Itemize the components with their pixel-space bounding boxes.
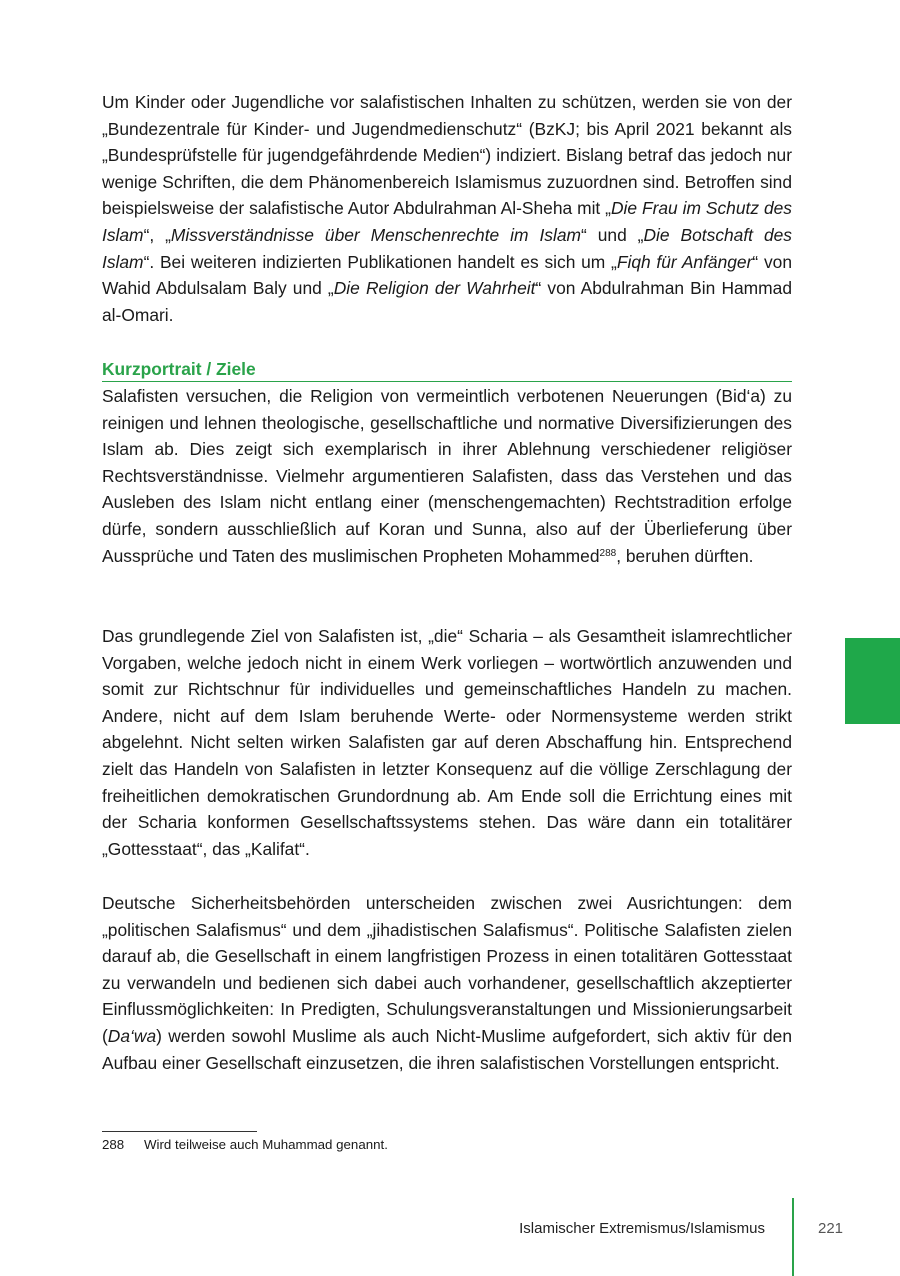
book-title: Die Botschaft des Islam bbox=[102, 224, 792, 272]
chapter-tab-marker bbox=[845, 638, 900, 724]
term-dawa: Da‘wa bbox=[107, 1025, 157, 1046]
paragraph-goals: Das grundlegende Ziel von Salafisten ist, „die“ Scharia – als Gesamtheit islamrechtlicher Vorgaben, welche jedoch nicht in einem Werk vorliegen – wortwörtlich anzuwenden und somit zur Richtschnur für individuelles und gemeinschaftliches Handeln zu machen. Andere, nicht auf dem Islam beruhende Werte- oder Normensysteme werden strikt abgelehnt. Nicht selten wirken Salafisten gar auf deren Abschaffung hin. Entsprechend zielt das Handeln von Salafisten in letzter Konsequenz auf die völlige Zerschlagung der freiheitlichen demokratischen Grundordnung ab. Am Ende soll die Errichtung eines mit der Scharia konformen Gesellschaftssystems stehen. Das wäre dann ein totalitärer „Gottesstaat“, das „Kalifat“. bbox=[102, 626, 792, 859]
book-title: Die Frau im Schutz des Islam bbox=[102, 198, 792, 245]
section-heading: Kurzportrait / Ziele bbox=[102, 357, 792, 382]
book-title: Fiqh für Anfänger bbox=[616, 251, 753, 272]
page-number: 221 bbox=[818, 1220, 844, 1237]
paragraph-indexing: Um Kinder oder Jugendliche vor salafistischen Inhalten zu schützen, werden sie von der „Bundezentrale für Kinder- und Jugendmedienschutz“ (BzKJ; bis April 2021 bekannt als „Bundesprüfstelle für jugendgefährdende Medien“) indiziert. Bislang betraf das jedoch nur wenige Schriften, die dem Phänomenbereich Islamismus zuzuordnen sind. Betroffen sind beispielsweise der salafistische Autor Abdulrahman Al-Sheha mit „Die Frau im Schutz des Islam“, „Missverständnisse über Menschenrechte im Islam“ und „Die Botschaft des Islam“. Bei weiteren indizierten Publikationen handelt es sich um „Fiqh für Anfänger“ von Wahid Abdulsalam Baly und „Die Religion der Wahrheit“ von Abdulrahman Bin Hammad al-Omari. bbox=[102, 92, 792, 325]
footnote-number: 288 bbox=[102, 1137, 125, 1152]
running-title: Islamischer Extremismus/Islamismus bbox=[519, 1220, 765, 1237]
book-title: Die Religion der Wahrheit bbox=[333, 278, 536, 299]
book-title: Missverständnisse über Menschenrechte im Islam bbox=[170, 224, 581, 245]
footnote-divider bbox=[102, 1131, 257, 1132]
footnote-text: Wird teilweise auch Muhammad genannt. bbox=[144, 1137, 388, 1152]
footer-divider bbox=[792, 1198, 794, 1276]
footnote bbox=[102, 1137, 388, 1152]
footnote-reference: 288 bbox=[599, 547, 617, 559]
paragraph-portrait: Salafisten versuchen, die Religion von vermeintlich verbotenen Neuerungen (Bid‘a) zu reinigen und lehnen theologische, gesellschaftliche und normative Diversifizierungen des Islam ab. Dies zeigt sich exemplarisch in ihrer Ablehnung verschiedener religiöser Rechtsverständnisse. Vielmehr argumentieren Salafisten, dass das Verstehen und das Ausleben des Islam nicht entlang einer (menschengemachten) Rechtstradition erfolge dürfe, sondern ausschließlich auf Koran und Sunna, also auf der Überlieferung über Aussprüche und Taten des muslimischen Propheten Mohammed$^{288}$, beruhen dürften. bbox=[102, 386, 792, 566]
paragraph-orientations: Deutsche Sicherheitsbehörden unterscheiden zwischen zwei Ausrichtungen: dem „politischen Salafismus“ und dem „jihadistischen Salafismus“. Politische Salafisten zielen darauf ab, die Gesellschaft in einem langfristigen Prozess in einen totalitären Gottesstaat zu verwandeln und bedienen sich dabei auch vorhandener, gesellschaftlich akzeptierter Einflussmöglichkeiten: In Predigten, Schulungsveranstaltungen und Missionierungsarbeit (Da‘wa) werden sowohl Muslime als auch Nicht-Muslime aufgefordert, sich aktiv für den Aufbau einer Gesellschaft einzusetzen, die ihren salafistischen Vorstellungen entspricht. bbox=[102, 893, 792, 1073]
